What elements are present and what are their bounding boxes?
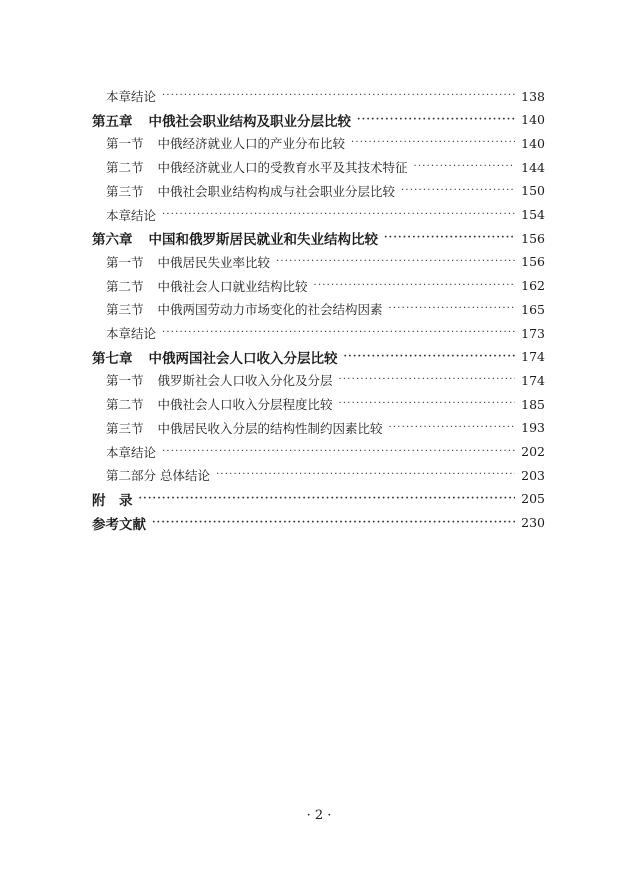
toc-chapter-row — [0, 347, 638, 367]
toc-entry-label — [106, 182, 395, 200]
toc-entry-title: 参考文献 — [92, 516, 146, 533]
page-number: · 2 · — [306, 808, 332, 823]
toc-section-row — [0, 276, 638, 296]
toc-entry-page: 150 — [521, 183, 545, 199]
toc-entry-label — [92, 228, 378, 248]
toc-section-row — [0, 394, 638, 414]
toc-entry-page: 203 — [521, 467, 545, 483]
dot-leader — [339, 394, 516, 414]
toc-entry-label — [92, 347, 338, 367]
toc-entry-label — [106, 300, 383, 318]
toc-entry-label — [106, 206, 156, 224]
toc-section-row — [0, 323, 638, 343]
toc-entry-page: 230 — [521, 515, 545, 531]
dot-leader — [162, 205, 515, 225]
toc-chapter-row — [0, 110, 638, 130]
dot-leader — [389, 418, 516, 438]
toc-entry-label — [106, 134, 345, 152]
toc-entry-number: 第六章 — [92, 232, 133, 249]
toc-chapter-row — [0, 228, 638, 248]
toc-entry-page: 165 — [521, 301, 545, 317]
toc-entry-label — [106, 466, 210, 484]
toc-entry-title: 本章结论 — [106, 326, 157, 341]
toc-entry-page: 162 — [521, 278, 545, 294]
toc-entry-number: 第二节 — [106, 278, 144, 294]
toc-entry-page: 156 — [521, 254, 545, 270]
toc-entry-title: 第二部分 总体结论 — [106, 468, 210, 484]
dot-leader — [384, 228, 515, 248]
toc-section-row — [0, 442, 638, 462]
toc-entry-label — [106, 87, 156, 105]
dot-leader — [389, 299, 516, 319]
toc-entry-number: 第五章 — [92, 113, 133, 130]
toc-entry-label — [106, 443, 156, 461]
toc-entry-page: 140 — [521, 135, 545, 151]
toc-entry-page: 193 — [521, 420, 545, 436]
toc-entry-title: 中俄经济就业人口的产业分布比较 — [157, 136, 346, 152]
dot-leader — [152, 513, 515, 533]
toc-entry-page: 202 — [521, 444, 545, 459]
toc-entry-title: 中俄居民失业率比较 — [157, 254, 271, 270]
toc-entry-title: 本章结论 — [106, 444, 157, 460]
toc-entry-page: 156 — [521, 230, 545, 246]
toc-entry-number: 第三节 — [106, 420, 144, 436]
toc-entry-label — [106, 324, 156, 342]
toc-entry-title: 本章结论 — [106, 207, 157, 223]
toc-entry-title: 中俄两国劳动力市场变化的社会结构因素 — [157, 302, 383, 318]
toc-entry-label — [106, 158, 408, 176]
toc-entry-title: 本章结论 — [106, 89, 157, 104]
toc-entry-page: 205 — [521, 491, 545, 507]
toc-entry-label — [106, 253, 270, 271]
dot-leader — [314, 276, 516, 296]
toc-entry-title: 中俄社会人口收入分层程度比较 — [157, 397, 333, 413]
toc-entry-page: 174 — [521, 349, 545, 365]
toc-entry-number: 第三节 — [106, 302, 144, 318]
toc-entry-label — [106, 395, 333, 413]
toc-entry-title: 俄罗斯社会人口收入分化及分层 — [157, 373, 333, 389]
toc-section-row — [0, 252, 638, 272]
dot-leader — [216, 465, 515, 485]
toc-entry-label — [106, 419, 383, 437]
dot-leader — [339, 370, 516, 390]
toc-entry-title: 中俄社会职业结构构成与社会职业分层比较 — [157, 183, 396, 199]
dot-leader — [162, 323, 515, 343]
toc-entry-title: 中俄社会职业结构及职业分层比较 — [148, 113, 351, 130]
toc-entry-page: 144 — [521, 159, 545, 175]
toc-chapter-row — [0, 513, 638, 533]
toc-entry-number: 第一节 — [106, 373, 144, 389]
toc-section-row — [0, 133, 638, 153]
toc-entry-label — [106, 371, 333, 389]
toc-entry-title: 中俄社会人口就业结构比较 — [157, 278, 308, 294]
toc-section-row — [0, 205, 638, 225]
toc-entry-number: 第三节 — [106, 183, 144, 199]
dot-leader — [351, 133, 515, 153]
toc-section-row — [0, 370, 638, 390]
dot-leader — [162, 442, 515, 462]
toc-entry-label — [106, 277, 308, 295]
toc-entry-title: 附 录 — [92, 492, 133, 509]
toc-entry-page: 140 — [521, 112, 545, 128]
toc-entry-title: 中俄经济就业人口的受教育水平及其技术特征 — [157, 160, 408, 176]
toc-entry-number: 第一节 — [106, 136, 144, 152]
toc-section-row — [0, 418, 638, 438]
toc-entry-page: 154 — [521, 207, 545, 222]
dot-leader — [357, 110, 515, 130]
dot-leader — [414, 157, 516, 177]
dot-leader — [139, 489, 516, 509]
toc-section-row — [0, 157, 638, 177]
toc-section-row — [0, 465, 638, 485]
toc-entry-page: 138 — [521, 88, 545, 104]
dot-leader — [162, 86, 515, 106]
toc-entry-title: 中俄两国社会人口收入分层比较 — [148, 350, 338, 367]
toc-entry-page: 174 — [521, 372, 545, 388]
toc-entry-number: 第二节 — [106, 397, 144, 413]
dot-leader — [401, 181, 515, 201]
toc-entry-page: 185 — [521, 396, 545, 412]
toc-entry-label — [92, 489, 133, 509]
toc-chapter-row — [0, 489, 638, 509]
toc-entry-number: 第一节 — [106, 254, 144, 270]
toc-section-row — [0, 181, 638, 201]
toc-section-row — [0, 86, 638, 106]
toc-entry-title: 中俄居民收入分层的结构性制约因素比较 — [157, 420, 383, 436]
toc-entry-number: 第七章 — [92, 350, 133, 367]
toc-entry-label — [92, 110, 351, 130]
toc-entry-label — [92, 513, 146, 533]
toc-entry-page: 173 — [521, 325, 545, 341]
dot-leader — [276, 252, 515, 272]
dot-leader — [344, 347, 516, 367]
toc-entry-title: 中国和俄罗斯居民就业和失业结构比较 — [148, 232, 378, 249]
toc-entry-number: 第二节 — [106, 160, 144, 176]
toc-section-row — [0, 299, 638, 319]
